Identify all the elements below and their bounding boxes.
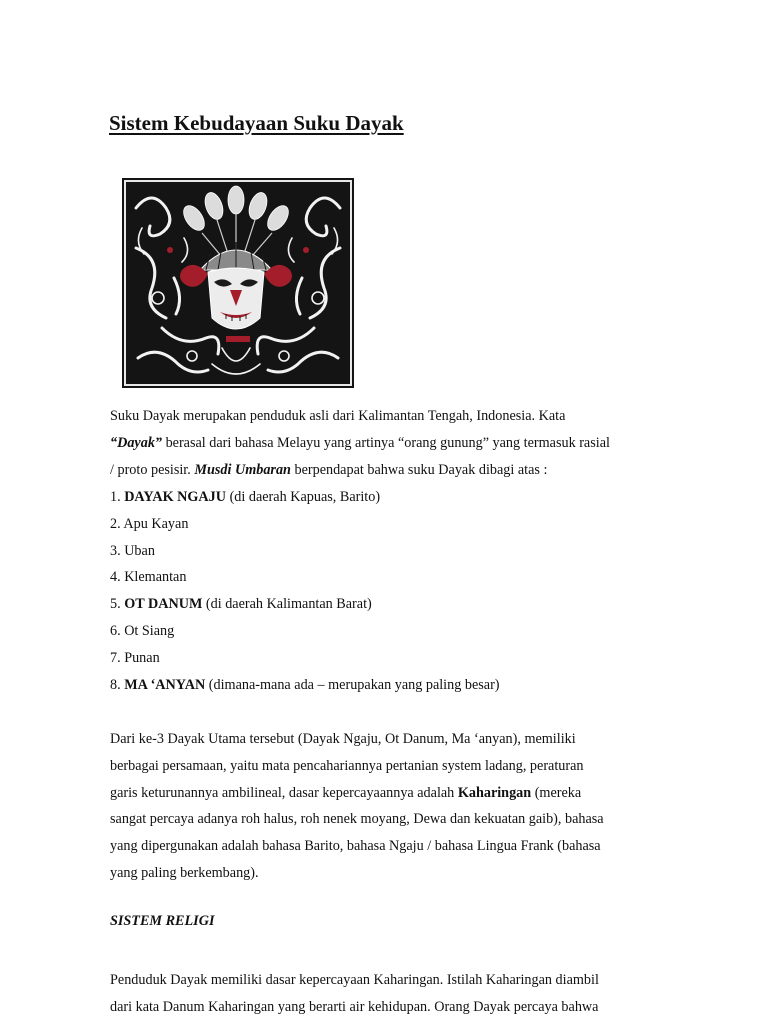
kaharingan-term: Kaharingan (457, 784, 532, 801)
text-line: sangat percaya adanya roh halus, roh nenek moyang, Dewa dan kekuatan gaib), bahasa (110, 811, 604, 828)
list-number: 4. (110, 569, 125, 586)
list-number: 7. (110, 649, 125, 666)
text-span: garis keturunannya ambilineal, dasar kepercayaannya adalah (110, 784, 458, 801)
list-number: 1. (110, 489, 125, 505)
text-line (110, 430, 670, 457)
list-item-text: (di daerah Kapuas, Barito) (226, 489, 381, 505)
text-span: berasal dari bahasa Melayu yang artinya “orang gunung” yang termasuk rasial (162, 434, 610, 451)
section-heading-religi: SISTEM RELIGI (110, 913, 215, 929)
text-line: berbagai persamaan, yaitu mata pencahariannya pertanian system ladang, peraturan (110, 757, 584, 774)
text-line (110, 457, 670, 484)
list-number: 2. (110, 515, 124, 532)
tribe-list (110, 484, 670, 698)
list-item (110, 645, 670, 672)
text-line: yang dipergunakan adalah bahasa Barito, bahasa Ngaju / bahasa Lingua Frank (bahasa (110, 838, 601, 855)
list-item (110, 564, 670, 591)
main-dayak-paragraph (110, 726, 670, 887)
text-span: / proto pesisir. (110, 461, 195, 478)
dayak-artwork-illustration (122, 178, 354, 388)
text-line: dari kata Danum Kaharingan yang berarti air kehidupan. Orang Dayak percaya bahwa (110, 998, 599, 1015)
list-item (110, 618, 670, 645)
list-item-text: Punan (124, 649, 160, 666)
list-number: 5. (110, 596, 125, 613)
religion-paragraph (110, 967, 670, 1021)
list-item-text: Uban (124, 542, 155, 559)
text-line: Dari ke-3 Dayak Utama tersebut (Dayak Ngaju, Ot Danum, Ma ‘anyan), memiliki (110, 731, 576, 747)
dayak-term: “Dayak” (110, 434, 163, 451)
list-item (110, 538, 670, 565)
list-number: 6. (110, 622, 125, 639)
list-number: 3. (110, 542, 125, 559)
list-item-text: Apu Kayan (123, 515, 189, 532)
list-item-bold: MA ‘ANYAN (124, 676, 206, 693)
text-line (110, 403, 670, 430)
list-item (110, 484, 670, 511)
page-title: Sistem Kebudayaan Suku Dayak (109, 111, 404, 135)
text-span: (mereka (531, 784, 582, 801)
list-item-text: Klemantan (124, 569, 187, 586)
list-item-bold: OT DANUM (124, 596, 203, 613)
list-item-text: Ot Siang (124, 622, 175, 639)
text-span: berpendapat bahwa suku Dayak dibagi atas : (290, 461, 548, 478)
list-item-text: (di daerah Kalimantan Barat) (202, 596, 372, 613)
intro-paragraph (110, 403, 670, 483)
dayak-artwork-image (122, 178, 354, 388)
list-item-text: (dimana-mana ada – merupakan yang paling besar) (205, 676, 500, 693)
list-item (110, 672, 670, 699)
text-span: Suku Dayak merupakan penduduk asli dari Kalimantan Tengah, Indonesia. Kata (110, 408, 566, 424)
list-item (110, 591, 670, 618)
text-line: Penduduk Dayak memiliki dasar kepercayaan Kaharingan. Istilah Kaharingan diambil (110, 972, 599, 988)
list-number: 8. (110, 676, 125, 693)
text-line: yang paling berkembang). (110, 864, 259, 881)
list-item-bold: DAYAK NGAJU (124, 489, 227, 505)
author-name: Musdi Umbaran (194, 461, 291, 478)
text-line (110, 780, 670, 807)
list-item (110, 511, 670, 538)
